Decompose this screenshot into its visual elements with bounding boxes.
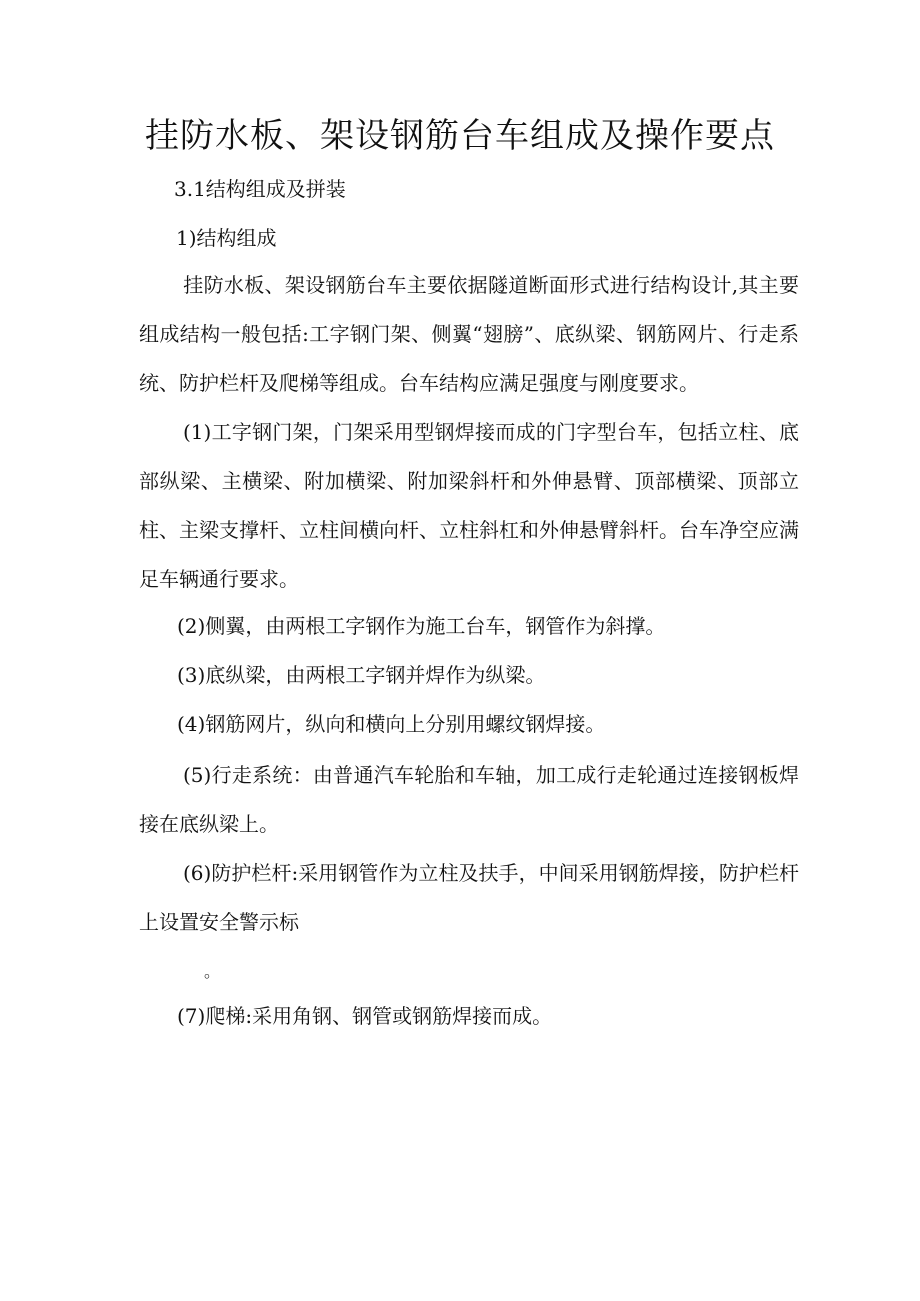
item-3: (3)底纵梁，由两根工字钢并焊作为纵梁。 [177,663,546,687]
intro-paragraph [139,261,799,408]
item-4: (4)钢筋网片，纵向和横向上分别用螺纹钢焊接。 [177,712,606,736]
item-1-text: (1)工字钢门架，门架采用型钢焊接而成的门字型台车，包括立柱、底部纵梁、主横梁、附加横梁、附加梁斜杆和外伸悬臂、顶部横梁、顶部立柱、主梁支撑杆、立柱间横向杆、立柱斜杠和外伸悬臂斜杆。台车净空应满足车辆通行要求。 [139,420,799,591]
item-7: (7)爬梯:采用角钢、钢管或钢筋焊接而成。 [177,1004,553,1028]
item-6 [139,849,799,947]
sub-heading: 1)结构组成 [176,226,277,250]
item-5-text: (5)行走系统：由普通汽车轮胎和车轴，加工成行走轮通过连接钢板焊接在底纵梁上。 [139,763,799,836]
stray-mark: 。 [204,962,221,981]
intro-paragraph-text: 挂防水板、架设钢筋台车主要依据隧道断面形式进行结构设计,其主要组成结构一般包括:工字钢门架、侧翼“翅膀”、底纵梁、钢筋网片、行走系统、防护栏杆及爬梯等组成。台车结构应满足强度与刚度要求。 [139,273,799,395]
item-6-text: (6)防护栏杆:采用钢管作为立柱及扶手，中间采用钢筋焊接，防护栏杆上设置安全警示标 [139,861,799,934]
item-2: (2)侧翼，由两根工字钢作为施工台车，钢管作为斜撑。 [177,614,666,638]
section-heading: 3.1结构组成及拼装 [174,177,346,201]
item-5 [139,751,799,849]
item-1 [139,408,799,604]
document-title: 挂防水板、架设钢筋台车组成及操作要点 [145,116,775,156]
